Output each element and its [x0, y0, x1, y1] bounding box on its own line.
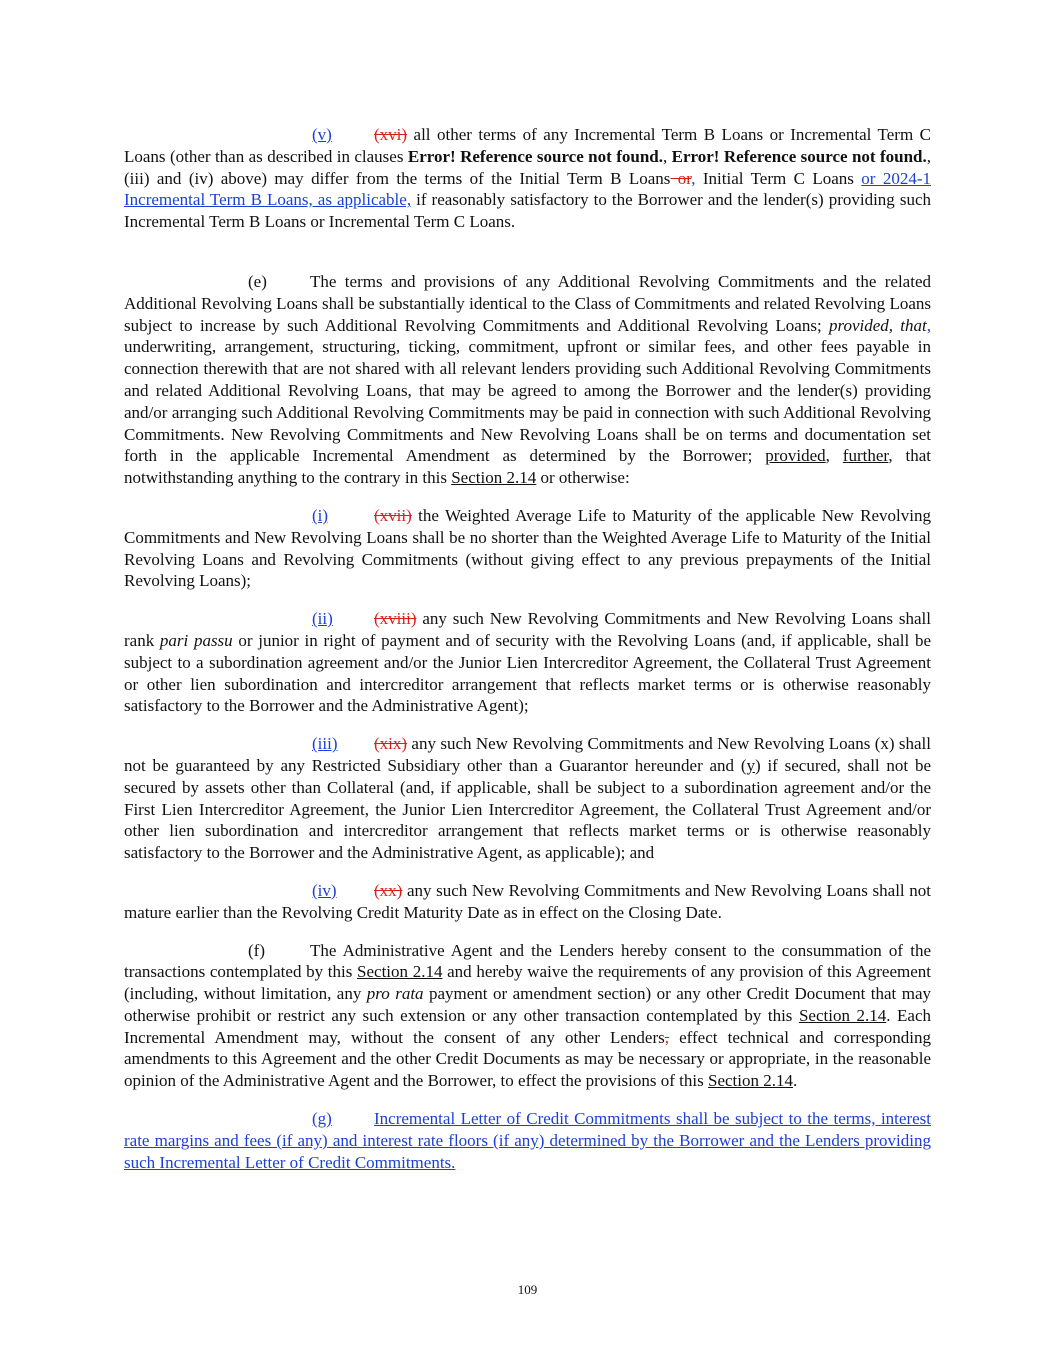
clause-v-old-number: (xvi) — [374, 125, 408, 144]
deleted-text: or — [670, 168, 692, 188]
section-reference: Section 2.14 — [451, 468, 537, 488]
inserted-text: Incremental Letter of Credit Commitments shall be subject to the terms, interest rate margins and fees (if any) and interest rate floors (if any) determined by the Borrower and the Lenders providing such Incremental Letter of Credit Commitments. — [124, 1109, 931, 1172]
section-reference: Section 2.14 — [357, 962, 443, 982]
inserted-text: , — [926, 315, 931, 335]
clause-g-number: (g) — [312, 1109, 332, 1129]
section-reference: Section 2.14 — [708, 1071, 793, 1091]
inserted-text: , — [691, 168, 696, 188]
clause-iv-old-number: (xx) — [374, 880, 403, 900]
reference-error: Error! Reference source not found. — [671, 146, 927, 166]
document-page — [124, 124, 931, 1189]
reference-error: Error! Reference source not found. — [407, 146, 663, 166]
clause-iv-number: (iv) — [312, 880, 337, 900]
clause-i-old-number: (xvii) — [374, 505, 412, 525]
page-number: 109 — [517, 1282, 538, 1297]
clause-iii-old-number: (xix) — [374, 734, 408, 754]
clause-v: (v) (xvi) all other terms of any Incremental Term B Loans or Incremental Term C Loans (other than as described in clauses Error! Reference source not found., Error! Reference source not found., (iii) and (iv) above) may differ from the terms of the Initial Term B Loans or, Initial Term C Loans or 2024-1 Incremental Term B Loans, as applicable, if reasonably satisfactory to the Borrower and the lender(s) providing such Incremental Term B Loans or Incremental Term C Loans. — [124, 125, 931, 232]
clause-f: (f) The Administrative Agent and the Lenders hereby consent to the consummation of the transactions contemplated by this Section 2.14 and hereby waive the requirements of any provision of this Agreement (including, without limitation, any pro rata payment or amendment section) or any other Credit Document that may otherwise prohibit or restrict any such extension or any other transaction contemplated by this Section 2.14. Each Incremental Amendment may, without the consent of any other Lenders, effect technical and corresponding amendments to this Agreement and the other Credit Documents as may be necessary or appropriate, in the reasonable opinion of the Administrative Agent and the Borrower, to effect the provisions of this Section 2.14. — [124, 940, 931, 1091]
clause-i: (i) (xvii) the Weighted Average Life to Maturity of the applicable New Revolving Commitments and New Revolving Loans shall be no shorter than the Weighted Average Life to Maturity of the Initial Revolving Loans and Revolving Commitments (without giving effect to any previous prepayments of the Initial Revolving Loans); — [124, 505, 932, 591]
clause-g — [124, 1108, 931, 1173]
clause-iv: (iv) (xx) any such New Revolving Commitments and New Revolving Loans shall not mature earlier than the Revolving Credit Maturity Date as in effect on the Closing Date. — [124, 880, 932, 922]
deleted-text: , — [664, 1027, 669, 1047]
clause-v-number: (v) — [312, 125, 332, 144]
clause-iii-number: (iii) — [312, 734, 338, 754]
clause-ii-number: (ii) — [312, 609, 333, 629]
clause-iii: (iii) (xix) any such New Revolving Commitments and New Revolving Loans (x) shall not be guaranteed by any Restricted Subsidiary other than a Guarantor hereunder and (y) if secured, shall not be secured by assets other than Collateral (and, if applicable, shall be subject to a subordination agreement and/or the First Lien Intercreditor Agreement, the Junior Lien Intercreditor Agreement, the Collateral Trust Agreement and/or other lien subordination and intercreditor arrangement that reflects market terms or is otherwise reasonably satisfactory to the Borrower and the Administrative Agent, as applicable); and — [124, 734, 931, 863]
clause-ii: (ii) (xviii) any such New Revolving Commitments and New Revolving Loans shall rank pari passu or junior in right of payment and of security with the Revolving Loans (and, if applicable, shall be subject to a subordination agreement and/or the Junior Lien Intercreditor Agreement, the Collateral Trust Agreement or other lien subordination and intercreditor arrangement that reflects market terms or is otherwise reasonably satisfactory to the Borrower and the Administrative Agent); — [124, 609, 931, 716]
clause-ii-old-number: (xviii) — [374, 609, 417, 629]
inserted-text: or 2024-1 Incremental Term B Loans, as applicable, — [124, 168, 931, 210]
clause-i-number: (i) — [312, 505, 329, 525]
clause-f-number: (f) — [248, 940, 265, 960]
clause-e: (e) The terms and provisions of any Additional Revolving Commitments and the related Additional Revolving Loans shall be substantially identical to the Class of Commitments and related Revolving Loans subject to increase by such Additional Revolving Commitments and Additional Revolving Loans; provided, that, underwriting, arrangement, structuring, ticking, commitment, upfront or similar fees, and other fees payable in connection therewith that are not shared with all relevant lenders providing such Additional Revolving Commitments and related Additional Revolving Loans, that may be agreed to among the Borrower and the lender(s) providing and/or arranging such Additional Revolving Commitments may be paid in connection with such Additional Revolving Commitments. New Revolving Commitments and New Revolving Loans shall be on terms and documentation set forth in the applicable Incremental Amendment as determined by the Borrower; provided, further, that notwithstanding anything to the contrary in this Section 2.14 or otherwise: — [124, 271, 931, 488]
clause-e-number: (e) — [248, 271, 267, 291]
section-reference: Section 2.14 — [798, 1005, 887, 1025]
